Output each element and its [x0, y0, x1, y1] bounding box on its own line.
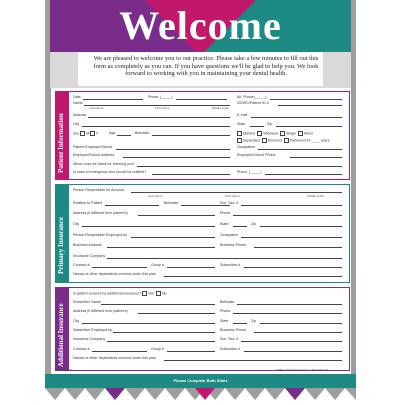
minor-label: Minor [303, 131, 313, 136]
pi-state-label: State [220, 222, 229, 226]
additional-section-label: Additional Insurance [57, 303, 65, 367]
header-banner [50, 0, 351, 60]
responsible-label: Person Responsible for Account [73, 188, 125, 192]
pi-socsec-field[interactable] [241, 205, 342, 206]
pi-business-address-label: Business Address [73, 243, 102, 247]
ssn-field[interactable] [278, 105, 342, 106]
pi-relation-field[interactable] [105, 205, 159, 206]
widowed-checkbox[interactable] [257, 131, 262, 136]
employer-phone-label: Employer/School Phone [237, 153, 276, 157]
divorced-label: Divorced [267, 138, 282, 143]
separated-checkbox[interactable] [237, 138, 242, 143]
revision-note: Rev. 2/2010 [58, 369, 72, 372]
pi-first-name-caption: First Name [225, 194, 240, 198]
ai-employed-field[interactable] [113, 332, 215, 333]
emergency-phone-label: Phone [237, 170, 248, 174]
emergency-field[interactable] [152, 174, 230, 175]
primary-section-tab [55, 184, 69, 283]
pi-dependents-label: Names of other dependents covered under this plan [73, 272, 156, 276]
state-label: State [237, 122, 246, 126]
married-checkbox[interactable] [237, 131, 242, 136]
sex-row [73, 131, 98, 136]
sex-label: Sex [73, 131, 80, 136]
ai-contract-label: Contract # [73, 347, 90, 351]
pi-occupation-field[interactable] [241, 237, 342, 238]
ai-city-label: City [73, 319, 80, 323]
pi-group-label: Group # [151, 263, 164, 267]
emergency-phone-field[interactable] [265, 174, 342, 175]
ai-employed-label: Subscriber Employed by [73, 328, 112, 332]
pi-last-name-caption: Last Name [148, 194, 163, 198]
date-field[interactable] [83, 99, 143, 100]
pi-subscriber-label: Subscriber # [220, 263, 241, 267]
ai-subname-label: Subscriber Name [73, 300, 101, 304]
ssn-label: SS/HIC/Patient ID # [237, 101, 269, 105]
marital-row-2: Separated Divorced Partnered for ____ years [237, 138, 330, 143]
referral-field[interactable] [137, 166, 342, 167]
pi-business-phone-label: Business Phone [220, 243, 246, 247]
sex-f-label: F [96, 131, 99, 136]
pi-business-phone-field[interactable] [254, 247, 342, 248]
ai-phone-field[interactable] [233, 313, 342, 314]
pi-employed-field[interactable] [131, 237, 215, 238]
additional-section-tab [55, 287, 69, 371]
product-code: 92780 • ©Medical Arts Press 1-800-328-2179 [276, 369, 329, 372]
email-label: E-mail [237, 113, 248, 117]
divorced-checkbox[interactable] [262, 138, 267, 143]
ai-dependents-field[interactable] [164, 360, 342, 361]
page-title: Welcome [119, 3, 282, 48]
alt-phone-field[interactable] [270, 99, 342, 100]
occupation-label: Occupation [237, 145, 256, 149]
alt-phone-area: (_____) [254, 95, 267, 99]
pi-company-field[interactable] [107, 258, 342, 259]
ai-socsec-field[interactable] [241, 341, 342, 342]
city-label: City [73, 122, 80, 126]
separated-label: Separated [243, 138, 260, 143]
ai-city-field[interactable] [82, 323, 215, 324]
age-label: Age [109, 131, 116, 135]
alt-phone-label: Alt. Phone [237, 95, 254, 99]
pi-middle-initial-caption: Middle Initial [307, 194, 324, 198]
ai-subscriber-field[interactable] [244, 351, 342, 352]
last-name-caption: Last Name [89, 106, 104, 110]
first-name-caption: First Name [155, 106, 170, 110]
pi-address-label: Address (if different from patient's) [73, 211, 128, 215]
primary-section-label: Primary Insurance [57, 217, 65, 274]
footer-banner [45, 374, 356, 400]
pi-group-field[interactable] [167, 267, 215, 268]
patient-section-tab [55, 91, 69, 180]
ai-covered-row [73, 291, 167, 296]
ai-no-checkbox[interactable] [156, 291, 161, 296]
patient-section-label: Patient Information [57, 113, 65, 173]
footer-text: Please Complete Both Sides [173, 378, 228, 383]
address-label: Address [73, 113, 87, 117]
single-checkbox[interactable] [280, 131, 285, 136]
ai-subname-field[interactable] [101, 304, 215, 305]
sex-m-checkbox[interactable] [80, 131, 85, 136]
ai-covered-label: Is patient covered by additional insurance? [73, 291, 142, 296]
ai-birthdate-label: Birthdate [220, 300, 235, 304]
ai-state-field[interactable] [233, 323, 247, 324]
pi-phone-label: Phone [220, 211, 231, 215]
ai-company-label: Insurance Company [73, 337, 106, 341]
age-field[interactable] [117, 135, 131, 136]
pi-business-address-field[interactable] [107, 247, 215, 248]
address-field[interactable] [88, 117, 230, 118]
partnered-label: Partnered for [289, 138, 311, 143]
ai-subscriber-label: Subscriber # [220, 347, 241, 351]
pi-city-label: City [73, 222, 80, 226]
emergency-phone-area: (_____) [249, 170, 262, 174]
pi-state-field[interactable] [233, 226, 247, 227]
middle-initial-caption: Middle Initial [212, 106, 229, 110]
ai-dependents-label: Names of other dependents covered under this plan [73, 356, 156, 360]
employer-phone-field[interactable] [290, 157, 342, 158]
occupation-field[interactable] [258, 149, 342, 150]
pi-zip-label: Zip [251, 222, 256, 226]
intro-text: We are pleased to welcome you to our practice. Please take a few minutes to fill out this form as completely as you can. If you have questions we'll be glad to help you. We look forward to working with you in maintaining your dental health. [93, 55, 319, 78]
ai-address-field[interactable] [138, 313, 215, 314]
married-label: Married [243, 131, 256, 136]
pi-relation-label: Relation to Patient [73, 201, 103, 205]
sex-m-label: M [86, 131, 90, 136]
pi-company-label: Insurance Company [73, 254, 106, 258]
ai-state-label: State [220, 319, 229, 323]
ai-company-field[interactable] [107, 341, 215, 342]
city-field[interactable] [82, 126, 230, 127]
ai-group-field[interactable] [167, 351, 215, 352]
ai-business-phone-field[interactable] [254, 332, 342, 333]
pi-birthdate-field[interactable] [181, 205, 230, 206]
phone-area: (_____) [160, 95, 173, 99]
pi-phone-field[interactable] [233, 215, 342, 216]
ai-address-label: Address (if different from patient's) [73, 309, 128, 313]
employer-field[interactable] [116, 149, 230, 150]
right-gray-border [351, 0, 356, 374]
pi-subscriber-field[interactable] [244, 267, 342, 268]
sex-f-checkbox[interactable] [90, 131, 95, 136]
employer-address-field[interactable] [123, 157, 230, 158]
state-field[interactable] [250, 126, 264, 127]
partnered-checkbox[interactable] [284, 138, 289, 143]
phone-field[interactable] [176, 99, 227, 100]
pi-socsec-label: Soc. Sec. # [220, 201, 239, 205]
ai-no-label: No [161, 291, 167, 296]
ai-phone-label: Phone [220, 309, 231, 313]
phone-label: Phone [148, 95, 159, 99]
years-label: years [320, 138, 330, 143]
ai-contract-field[interactable] [92, 351, 147, 352]
pi-occupation-label: Occupation [220, 233, 239, 237]
ai-zip-field[interactable] [260, 323, 342, 324]
single-label: Single [285, 131, 296, 136]
date-label: Date [73, 95, 81, 99]
widowed-label: Widowed [263, 131, 278, 136]
referral-label: Whom may we thank for referring you? [73, 162, 135, 166]
ai-business-phone-label: Business Phone [220, 328, 246, 332]
minor-checkbox[interactable] [298, 131, 303, 136]
zip-label: Zip [267, 122, 272, 126]
employer-label: Patient Employer/School [73, 145, 113, 149]
name-label: Name [73, 101, 83, 105]
employer-address-label: Employer/School Address [73, 153, 115, 157]
pi-city-field[interactable] [82, 226, 215, 227]
birthdate-label: Birthdate [135, 131, 150, 135]
pi-employed-label: Person Responsible Employed by [73, 233, 127, 237]
ai-group-label: Group # [151, 347, 164, 351]
emergency-label: In case of emergency who should be notified? [73, 170, 147, 174]
birthdate-field[interactable] [152, 135, 230, 136]
email-field[interactable] [251, 117, 342, 118]
pi-address-field[interactable] [138, 215, 215, 216]
pi-contract-label: Contract # [73, 263, 90, 267]
pi-dependents-field[interactable] [164, 276, 342, 277]
ai-yes-checkbox[interactable] [142, 291, 147, 296]
pi-zip-field[interactable] [260, 226, 342, 227]
responsible-field[interactable] [131, 192, 342, 193]
ai-zip-label: Zip [251, 319, 256, 323]
pi-birthdate-label: Birthdate [164, 201, 179, 205]
marital-row-1 [237, 131, 313, 136]
zip-field[interactable] [276, 126, 342, 127]
ai-yes-label: Yes [148, 291, 154, 296]
ai-socsec-label: Soc. Sec. # [220, 337, 239, 341]
pi-contract-field[interactable] [92, 267, 147, 268]
ai-birthdate-field[interactable] [237, 304, 342, 305]
